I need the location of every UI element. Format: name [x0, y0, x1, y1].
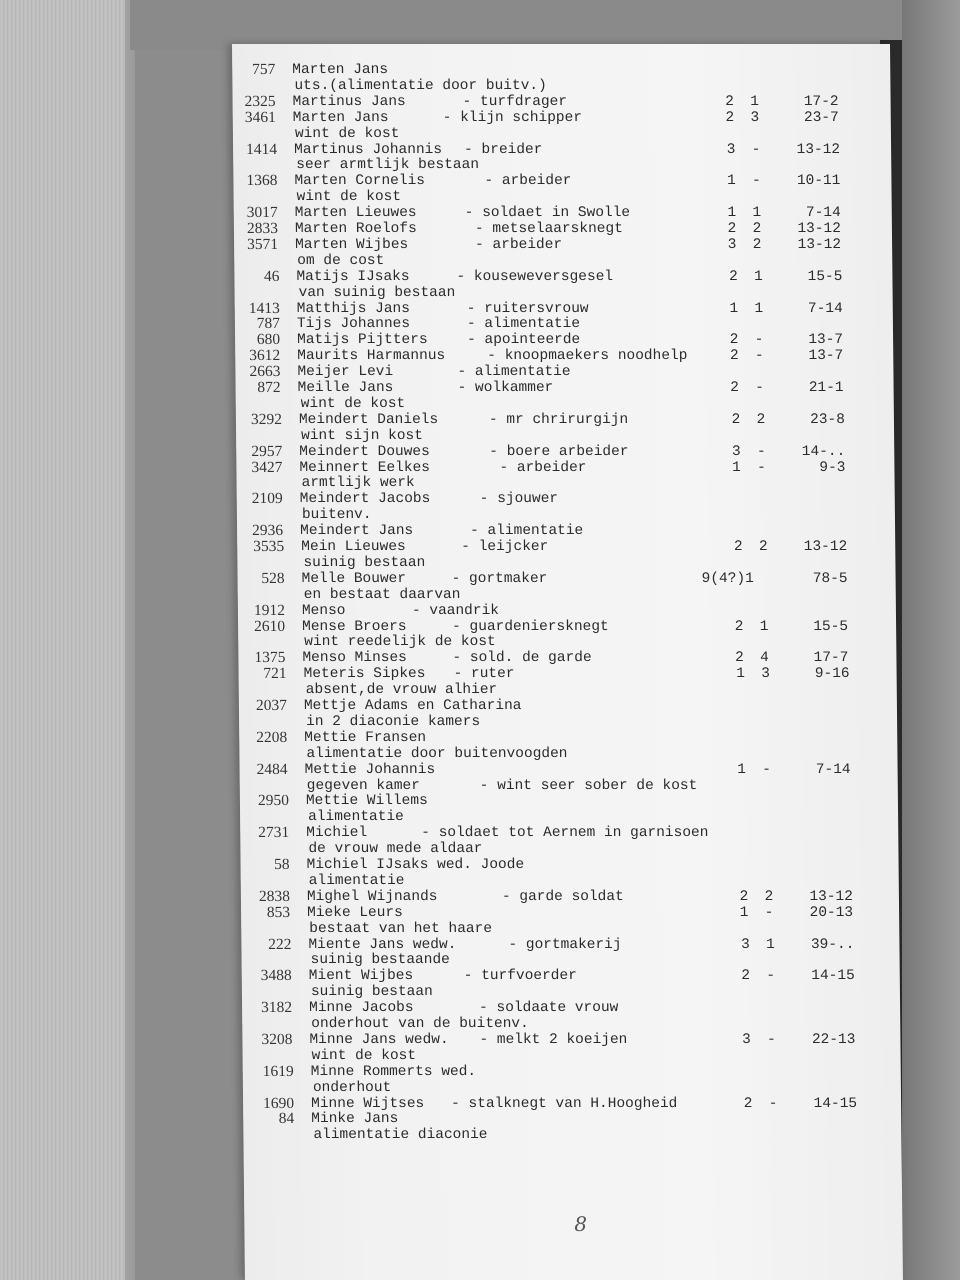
list-item — [233, 110, 853, 126]
list-item — [247, 873, 867, 889]
list-item — [247, 857, 867, 873]
list-item — [246, 841, 866, 857]
list-item — [239, 412, 859, 428]
entry-name: armtlijk werk — [301, 475, 415, 492]
entry-value: 21-1 — [808, 380, 844, 396]
list-item — [239, 444, 859, 460]
entry-value: 20-13 — [809, 904, 854, 921]
entry-name: uts.(alimentatie door buitv.) — [294, 77, 547, 94]
list-item — [244, 730, 864, 746]
entry-number: 2838 — [258, 887, 291, 905]
list-item — [246, 825, 866, 841]
entry-count-2: 1 — [750, 93, 760, 110]
list-item — [235, 205, 855, 221]
entry-count-1: 2 — [731, 411, 741, 428]
entry-name: Mieke Leurs — [307, 904, 403, 921]
list-item — [241, 539, 861, 555]
document-page — [232, 44, 903, 1280]
entry-name: wint de kost — [296, 189, 402, 206]
list-item — [246, 809, 866, 825]
list-item — [237, 301, 857, 317]
entry-name: Menso Minses — [302, 650, 407, 667]
entry-value: 15-5 — [807, 268, 843, 285]
entry-name: Minke Jans — [311, 1111, 399, 1128]
entry-note: - gortmaker — [451, 570, 548, 587]
entry-count-2: - — [762, 761, 772, 778]
book-cover — [902, 0, 960, 1280]
entry-note: - alimentatie — [470, 523, 584, 540]
entry-number: 757 — [251, 61, 276, 78]
entry-count-2: 1 — [752, 205, 762, 222]
entry-count-1: 2 — [729, 348, 739, 365]
list-item — [247, 889, 867, 905]
list-item — [238, 380, 858, 396]
entry-name: suinig bestaan — [303, 554, 426, 571]
entry-number: 3571 — [247, 235, 279, 253]
entry-name: Martinus Johannis — [294, 141, 443, 158]
entry-value: 15-5 — [813, 618, 849, 635]
entry-value: 14-15 — [813, 1095, 858, 1112]
entry-note: - klijn schipper — [442, 109, 583, 126]
entry-number: 2610 — [254, 617, 286, 635]
list-item — [249, 1016, 869, 1032]
entry-value: 14-.. — [801, 443, 846, 460]
entry-name: Marten Jans — [292, 109, 389, 126]
entry-count-2: 4 — [759, 650, 769, 667]
entry-count-2: 3 — [761, 666, 771, 683]
list-item — [246, 793, 866, 809]
entry-note: - kouseweversgesel — [456, 268, 614, 285]
entry-count-1: 2 — [728, 268, 738, 285]
entry-note: - stalknegt van H.Hoogheid — [451, 1095, 678, 1112]
entry-number: 2325 — [244, 92, 276, 110]
entry-note: - soldaet in Swolle — [464, 205, 631, 222]
entry-count-1: 3 — [740, 936, 750, 953]
entry-name: in 2 diaconie kamers — [306, 713, 481, 730]
page-number: 8 — [574, 1212, 588, 1236]
list-item — [249, 1000, 869, 1016]
entry-name: Martinus Jans — [292, 93, 406, 110]
list-item — [247, 921, 867, 937]
entry-name: en bestaat daarvan — [303, 586, 461, 603]
list-item — [244, 698, 864, 714]
entry-note: - turfdrager — [462, 93, 568, 110]
list-item — [235, 237, 855, 253]
entry-note: - breider — [464, 141, 543, 158]
entry-count-1: 3 — [731, 443, 741, 460]
list-item — [240, 491, 860, 507]
entry-name: Meteris Sipkes — [303, 666, 426, 683]
entry-note: - sjouwer — [479, 491, 559, 508]
list-item — [240, 475, 860, 491]
list-item — [247, 905, 867, 921]
entry-number: 3488 — [260, 967, 292, 985]
list-item — [239, 428, 859, 444]
entry-value: 13-12 — [796, 141, 841, 158]
entry-value: 7-14 — [807, 300, 843, 317]
entry-value: 23-8 — [810, 411, 846, 428]
entry-note: - arbeider — [475, 236, 563, 253]
entry-note: - apointeerde — [467, 332, 581, 349]
entry-number: 3182 — [261, 999, 293, 1017]
list-item — [251, 1096, 871, 1112]
entry-number: 528 — [261, 569, 285, 587]
entry-name: Marten Roelofs — [294, 221, 417, 237]
entry-name: Meindert Douwes — [299, 443, 430, 460]
entry-number: 2208 — [256, 728, 288, 746]
entry-note: - wolkammer — [457, 380, 554, 396]
entry-name: alimentatie — [308, 809, 404, 826]
entry-name: Miente Jans wedw. — [308, 936, 457, 953]
list-item — [237, 348, 857, 364]
list-item — [251, 1111, 871, 1127]
list-item — [237, 364, 857, 380]
list-item — [235, 189, 855, 205]
entry-count-1: 1 — [736, 666, 746, 683]
entry-name: Mettie Willems — [305, 793, 428, 810]
entry-count-1: 1 — [729, 300, 739, 317]
entry-count-1: 1 — [727, 205, 737, 222]
entry-value: 13-12 — [797, 236, 842, 253]
entry-name: Matthijs Jans — [296, 300, 410, 317]
list-item — [233, 126, 853, 142]
entry-number: 2950 — [257, 792, 290, 810]
list-item — [242, 571, 862, 587]
entry-note: - arbeider — [484, 173, 572, 190]
entry-number: 2484 — [256, 760, 288, 778]
entry-name: onderhout van de buitenv. — [311, 1016, 529, 1032]
entry-number: 3535 — [253, 538, 285, 555]
entry-number: 3208 — [261, 1030, 293, 1048]
entry-name: alimentatie door buitenvoogden — [306, 745, 568, 762]
entry-name: Meille Jans — [297, 380, 394, 396]
entry-name: onderhout — [312, 1079, 392, 1096]
entry-name: wint sijn kost — [301, 427, 424, 444]
entry-note: - soldaate vrouw — [479, 1000, 619, 1017]
list-item — [242, 587, 862, 603]
entry-name: Minne Jans wedw. — [309, 1031, 449, 1048]
entry-count-2: 1 — [754, 300, 764, 317]
list-item — [235, 253, 855, 269]
list-item — [249, 1032, 869, 1048]
entry-value: 14-15 — [811, 968, 855, 985]
entry-note: - ruitersvrouw — [466, 300, 589, 317]
entry-value: 23-7 — [803, 109, 839, 126]
entry-number: 3427 — [251, 458, 283, 476]
entry-name: alimentatie — [308, 872, 405, 889]
entry-count-2: - — [756, 459, 766, 476]
entry-name: Marten Cornelis — [294, 173, 426, 190]
entry-number: 46 — [263, 267, 280, 285]
list-item — [240, 507, 860, 523]
list-item — [234, 173, 854, 189]
list-item — [248, 937, 868, 953]
entry-name: om de cost — [297, 252, 385, 269]
entry-name: Minne Rommerts wed. — [310, 1063, 477, 1080]
entry-note: - boere arbeider — [489, 443, 629, 460]
entry-name: buitenv. — [301, 507, 372, 524]
entry-count-2: - — [756, 443, 766, 460]
entry-value: 9-16 — [814, 666, 850, 683]
list-item — [234, 157, 854, 173]
entry-name: Matijs Pijtters — [297, 332, 428, 349]
entry-name: alimentatie diaconie — [313, 1127, 488, 1144]
entry-number: 222 — [268, 935, 292, 953]
entry-count-2: - — [754, 348, 764, 365]
entry-count-1: 3 — [741, 1031, 751, 1048]
entry-name: wint de kost — [294, 125, 400, 142]
list-item — [242, 634, 862, 650]
entry-note: - turfvoerder — [463, 968, 577, 985]
list-item — [237, 285, 857, 301]
list-item — [241, 555, 861, 571]
entry-value: 7-14 — [815, 761, 851, 778]
entry-count-2: - — [755, 380, 765, 396]
entry-value: 13-12 — [797, 221, 842, 237]
entry-number: 2957 — [251, 442, 283, 460]
entry-value: 13-12 — [803, 539, 848, 555]
list-item — [244, 714, 864, 730]
list-item — [244, 746, 864, 762]
entry-value: 9-3 — [819, 459, 846, 476]
entry-note: - melkt 2 koeijen — [479, 1031, 628, 1048]
list-item — [249, 968, 869, 984]
entry-number: 1368 — [246, 172, 278, 190]
entry-note: - ruter — [453, 666, 515, 683]
entry-name: Mettie Johannis — [304, 761, 436, 778]
entry-count-1: 2 — [734, 650, 744, 667]
entry-note: - arbeider — [499, 459, 587, 476]
entry-name: Mighel Wijnands — [306, 888, 438, 905]
entry-name: wint reedelijk de kost — [304, 634, 496, 651]
entry-count-1: 9(4?)1 — [701, 570, 754, 587]
entry-number: 787 — [256, 315, 281, 333]
top-shadow — [130, 0, 960, 50]
entry-count-1: 2 — [733, 539, 743, 555]
entry-name: Mettje Adams en Catharina — [303, 698, 522, 714]
entry-count-2: 2 — [752, 236, 762, 253]
list-item — [244, 682, 864, 698]
entry-value: 17-2 — [803, 93, 839, 110]
entry-name: Tijs Johannes — [296, 316, 411, 333]
list-item — [242, 650, 862, 666]
entry-count-1: 1 — [731, 459, 741, 476]
entry-note: - alimentatie — [466, 316, 581, 333]
entry-count-1: 2 — [739, 888, 749, 905]
entry-name: Matijs IJsaks — [296, 268, 410, 285]
entry-count-2: - — [754, 332, 764, 349]
entry-note: - gortmakerij — [508, 936, 622, 953]
entry-number: 1690 — [263, 1094, 295, 1112]
entry-name: absent,de vrouw alhier — [305, 682, 498, 699]
entry-number: 1375 — [254, 649, 286, 667]
entry-value: 39-.. — [810, 936, 855, 953]
entry-value: 22-13 — [811, 1031, 856, 1048]
entry-name: Michiel — [306, 825, 368, 842]
list-item — [232, 62, 852, 78]
entry-count-2: - — [768, 1095, 778, 1112]
entry-name: Maurits Harmannus — [297, 348, 446, 365]
entry-name: Mense Broers — [302, 618, 407, 635]
list-item — [245, 762, 865, 778]
entry-note: - leijcker — [461, 539, 549, 555]
left-page-edge — [0, 0, 135, 1280]
entry-number: 2833 — [246, 220, 279, 237]
entry-count-1: 2 — [734, 618, 744, 635]
list-item — [251, 1127, 871, 1143]
entry-number: 872 — [257, 379, 281, 396]
entry-count-2: - — [764, 904, 774, 921]
entry-name: Marten Jans — [292, 62, 389, 78]
entry-name: bestaat van het haare — [309, 920, 493, 937]
entry-count-1: 3 — [726, 141, 736, 158]
entry-name: Mient Wijbes — [308, 968, 414, 985]
entry-number: 1912 — [253, 601, 286, 619]
entry-note: - alimentatie — [457, 364, 571, 381]
entry-count-1: 1 — [737, 761, 747, 778]
entry-name: van suinig bestaan — [298, 284, 456, 301]
entry-name: Marten Lieuwes — [294, 205, 417, 222]
entry-name: Meindert Jans — [300, 523, 414, 540]
entry-count-2: 2 — [752, 221, 762, 237]
entry-number: 58 — [274, 856, 290, 873]
list-item — [249, 952, 869, 968]
entry-number: 2109 — [251, 490, 283, 508]
entry-count-1: 3 — [727, 236, 737, 253]
list-item — [237, 316, 857, 332]
entry-number: 2037 — [255, 697, 288, 714]
entry-note: - knoopmaekers noodhelp — [487, 348, 688, 365]
entry-number: 84 — [278, 1110, 295, 1128]
entry-name: Marten Wijbes — [295, 236, 409, 253]
entry-note: - metselaarsknegt — [474, 221, 623, 237]
entry-number: 1414 — [246, 140, 278, 158]
entry-number: 1413 — [248, 299, 280, 317]
entry-name: Minne Jacobs — [309, 1000, 414, 1017]
entry-name: wint de kost — [300, 395, 406, 412]
entry-count-1: 2 — [730, 380, 740, 396]
entry-count-1: 2 — [725, 93, 735, 110]
entry-count-1: 2 — [743, 1095, 753, 1112]
list-item — [245, 778, 865, 794]
entry-value: 13-7 — [808, 332, 844, 349]
list-item — [235, 221, 855, 237]
entry-name: Meindert Jacobs — [299, 491, 431, 508]
list-item — [250, 1048, 870, 1064]
entry-count-2: - — [766, 968, 776, 985]
entry-value: 7-14 — [805, 205, 841, 222]
entry-count-1: 2 — [725, 109, 735, 126]
entry-name: Meijer Levi — [297, 364, 394, 381]
entry-name: suinig bestaande — [310, 952, 450, 969]
entry-count-2: 1 — [759, 618, 769, 635]
entry-number: 721 — [263, 665, 287, 683]
entry-number: 2663 — [249, 363, 281, 381]
entry-number: 2731 — [258, 824, 290, 842]
entry-count-2: 1 — [753, 268, 763, 285]
entry-number: 1619 — [262, 1062, 294, 1080]
entry-name: Meindert Daniels — [298, 411, 439, 428]
entry-count-2: 1 — [765, 936, 775, 953]
list-item — [234, 142, 854, 158]
entry-count-1: 1 — [739, 904, 749, 921]
list-item — [236, 269, 856, 285]
entry-count-2: 3 — [750, 109, 760, 126]
entry-note: - guardeniersknegt — [452, 618, 609, 635]
entry-count-2: - — [751, 141, 761, 158]
entry-note: - mr chrirurgijn — [488, 411, 629, 428]
list-item — [242, 603, 862, 619]
entry-value: 17-7 — [813, 650, 849, 667]
entry-number: 3461 — [244, 108, 276, 126]
entry-count-2: - — [766, 1031, 776, 1048]
entry-name: Menso — [301, 602, 346, 619]
entry-name: Minne Wijtses — [311, 1095, 425, 1112]
entry-count-1: 1 — [726, 173, 736, 190]
entry-note: - soldaet tot Aernem in garnisoen — [421, 825, 709, 842]
entry-note: - garde soldat — [501, 888, 624, 905]
entry-note: - wint seer sober de kost — [479, 777, 698, 794]
list-item — [232, 78, 852, 94]
entry-value: 78-5 — [812, 570, 848, 587]
list-item — [233, 94, 853, 110]
entry-value: 13-7 — [808, 348, 844, 365]
list-item — [242, 619, 862, 635]
entry-number: 3292 — [250, 410, 283, 428]
entry-count-1: 2 — [741, 968, 751, 985]
entry-name: Mein Lieuwes — [301, 539, 406, 555]
list-item — [249, 984, 869, 1000]
entry-name: de vrouw mede aldaar — [308, 841, 483, 858]
list-item — [237, 332, 857, 348]
entry-name: suinig bestaan — [310, 984, 433, 1001]
entry-note: - sold. de garde — [452, 650, 592, 667]
entry-number: 3017 — [246, 204, 278, 222]
entry-name: seer armtlijk bestaan — [296, 157, 480, 174]
entry-name: Michiel IJsaks wed. Joode — [306, 857, 525, 873]
entry-name: gegeven kamer — [306, 777, 420, 794]
entry-name: Melle Bouwer — [301, 570, 407, 587]
entry-name: Meinnert Eelkes — [299, 459, 431, 476]
list-item — [239, 460, 859, 476]
entry-number: 853 — [266, 903, 291, 921]
entry-number: 680 — [256, 331, 281, 349]
entry-name: Mettie Fransen — [304, 729, 427, 746]
entry-value: 13-12 — [809, 888, 854, 905]
entry-number: 2936 — [252, 522, 284, 540]
list-item — [240, 523, 860, 539]
entry-count-2: 2 — [756, 411, 766, 428]
entry-value: 10-11 — [796, 173, 841, 190]
entry-number: 3612 — [249, 347, 281, 365]
entry-note: - vaandrik — [411, 602, 500, 619]
entry-count-2: 2 — [758, 539, 768, 555]
list-item — [251, 1080, 871, 1096]
entry-count-2: - — [751, 173, 761, 190]
entry-count-2: 2 — [764, 888, 774, 905]
list-item — [251, 1064, 871, 1080]
list-item — [239, 396, 859, 412]
entry-count-1: 2 — [729, 332, 739, 349]
entry-count-1: 2 — [727, 221, 737, 237]
list-item — [244, 666, 864, 682]
entry-name: wint de kost — [311, 1047, 417, 1064]
